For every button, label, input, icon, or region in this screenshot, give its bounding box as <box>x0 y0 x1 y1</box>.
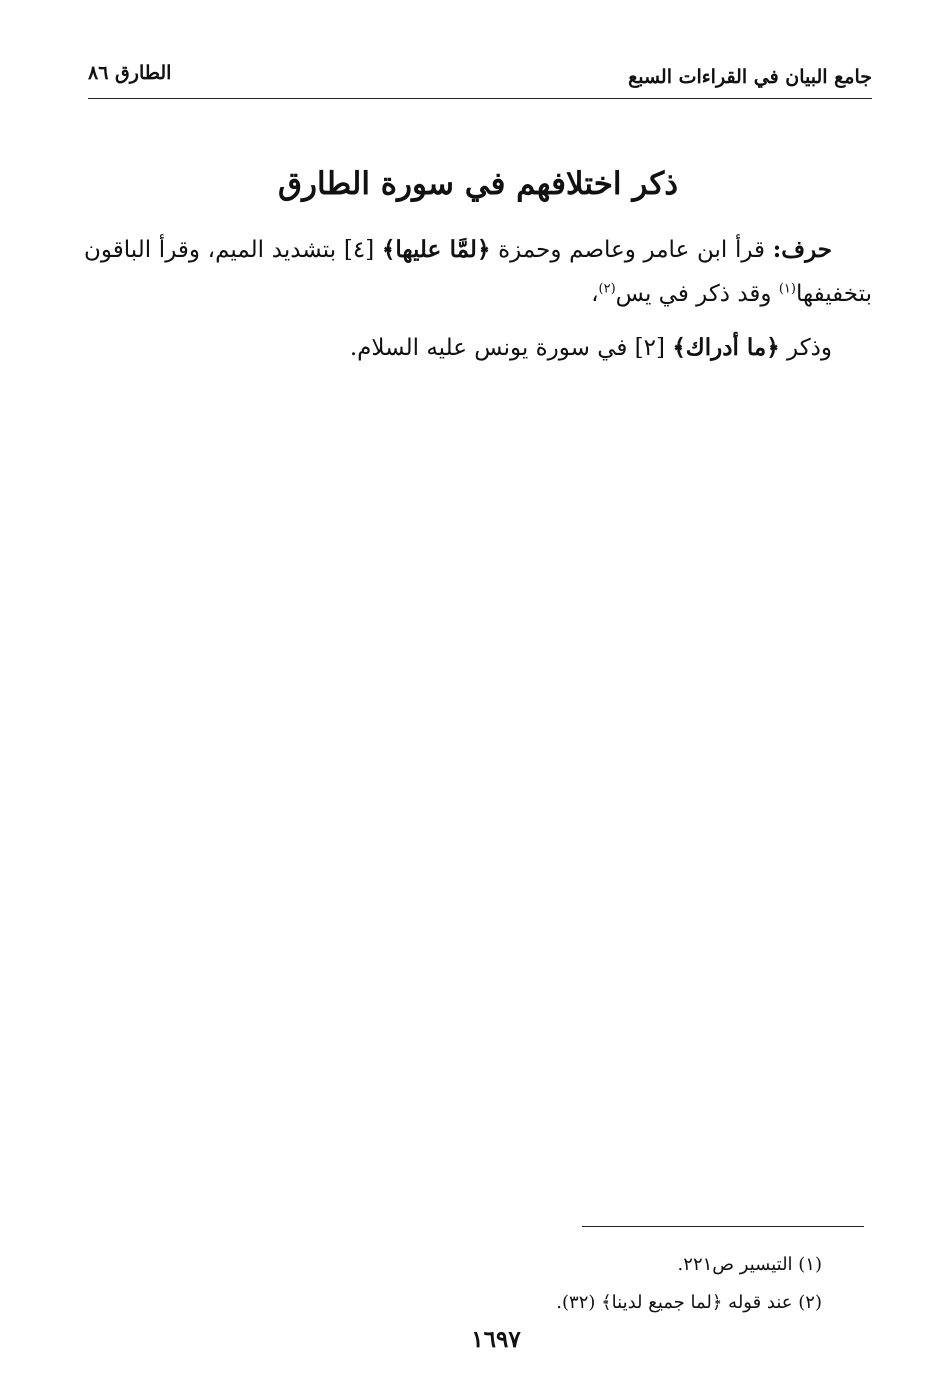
running-header <box>88 58 872 99</box>
footnote-1: (١) التيسير ص٢٢١. <box>677 1254 822 1275</box>
paragraph-harf <box>84 228 872 316</box>
quran-quote: ﴿ما أدراك﴾ <box>672 334 780 361</box>
paragraph-dhikr <box>84 326 872 370</box>
surah-reference: الطارق ٨٦ <box>88 62 172 84</box>
paragraph-text: وذكر <box>787 335 832 361</box>
section-title: ذكر اختلافهم في سورة الطارق <box>277 166 679 202</box>
footnote-separator <box>582 1226 864 1227</box>
term-label: حرف: <box>772 236 833 263</box>
footnote-ref: (٢) <box>598 281 616 297</box>
paragraph-text: قرأ ابن عامر وعاصم وحمزة <box>498 237 766 263</box>
paragraph-text: [٢] في سورة يونس عليه السلام. <box>349 335 665 361</box>
punctuation: ، <box>591 281 599 307</box>
paragraph-text: [٤] بتشديد الميم، وقرأ الباقون بتخفيفها <box>84 237 872 307</box>
book-title: جامع البيان في القراءات السبع <box>628 66 872 88</box>
paragraph-text: وقد ذكر في يس <box>615 281 772 307</box>
page-number: ١٦٩٧ <box>471 1326 521 1353</box>
footnote-2: (٢) عند قوله ﴿لما جميع لدينا﴾ (٣٢). <box>556 1292 822 1313</box>
footnote-ref: (١) <box>778 281 796 297</box>
footnotes <box>84 1246 822 1322</box>
quran-quote: ﴿لمَّا عليها﴾ <box>381 236 491 263</box>
body-text <box>84 228 872 370</box>
